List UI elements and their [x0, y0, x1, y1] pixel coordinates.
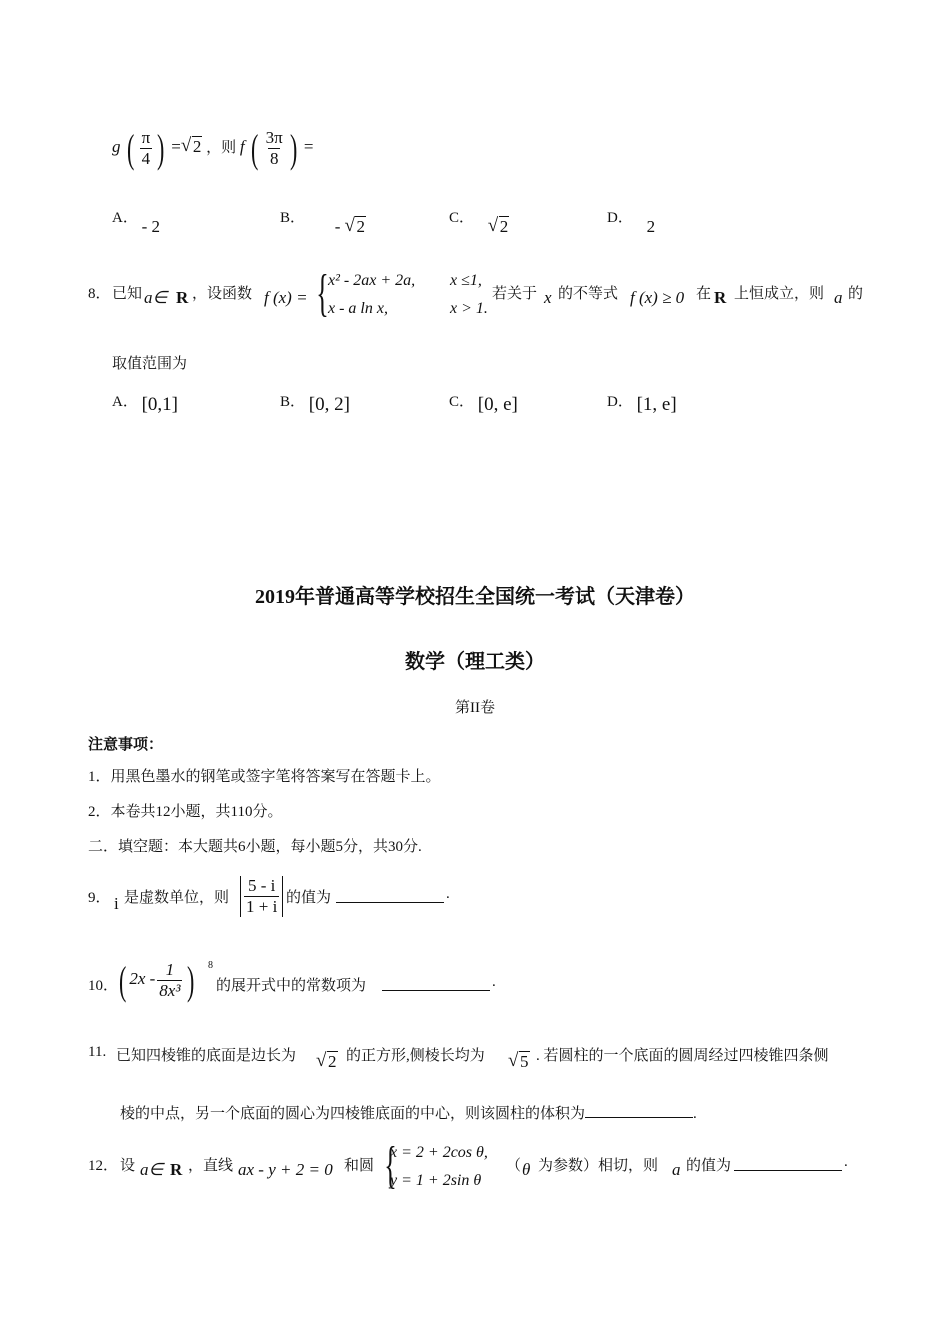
q7-option-a[interactable] [112, 206, 161, 236]
frac-num: 5 - i [247, 876, 276, 895]
radicand: 2 [499, 217, 509, 236]
frac-num: 1 [165, 960, 175, 979]
answer-blank[interactable] [585, 1105, 693, 1118]
section-heading: 二．填空题：本大题共6小题，每小题5分，共30分. [88, 839, 422, 855]
q11-line2 [120, 1102, 697, 1123]
stem-text: 的值为 [286, 890, 332, 906]
right-paren: ) [289, 125, 298, 171]
option-label: D． [607, 210, 633, 226]
stem-text: 的值为 [686, 1158, 732, 1174]
equals: = [171, 136, 181, 156]
stem-text: . 若圆柱的一个底面的圆周经过四棱锥四条侧 [536, 1048, 829, 1064]
theta-var: θ [522, 1160, 531, 1179]
stem-text: ，直线 [188, 1158, 234, 1174]
note-item: 2．本卷共12小题，共110分。 [88, 804, 283, 820]
question-number: 8． [88, 286, 111, 302]
option-value: [1, e] [636, 394, 677, 415]
option-value: [0, e] [477, 394, 518, 415]
q11 [88, 1040, 868, 1080]
circle-y-eq: y = 1 + 2sin θ [390, 1172, 482, 1189]
case1-expr: x² - 2ax + 2a, [328, 272, 416, 289]
stem-text: 若关于 [492, 286, 538, 302]
equals: = [303, 136, 314, 156]
option-label: D． [607, 394, 633, 410]
stem-text: 的不等式 [558, 286, 619, 302]
exponent: 8 [208, 960, 213, 971]
right-paren: ) [157, 125, 165, 171]
option-minus: - [334, 217, 341, 236]
case2-cond: x > 1. [450, 300, 488, 317]
q8-option-d[interactable] [607, 390, 677, 415]
stem-text: ，设函数 [192, 286, 253, 302]
answer-blank[interactable] [734, 1158, 842, 1171]
radicand: 2 [356, 217, 365, 236]
binomial-expr: ( 2x - $\frac{1}{\text{8x³}}$ ) [118, 957, 195, 1003]
q8-option-c[interactable] [449, 390, 518, 415]
stem-text: 棱的中点，另一个底面的圆心为四棱锥底面的中心，则该圆柱的体积为 [120, 1106, 586, 1122]
q8-option-a[interactable] [112, 390, 178, 415]
sqrt-2: √ 2 [180, 134, 202, 156]
option-value: - 2 [141, 217, 161, 236]
stem-text: 的正方形,侧棱长均为 [346, 1048, 485, 1064]
line-equation: ax - y + 2 = 0 [238, 1160, 333, 1179]
stem-text: . [693, 1106, 697, 1122]
a-var: a [672, 1160, 681, 1179]
stem-text: . [492, 974, 496, 990]
stem-text: . [844, 1154, 848, 1170]
exam-subtitle: 数学（理工类） [405, 651, 545, 673]
stem-text: 和圆 [344, 1158, 375, 1174]
sqrt-2: √ 2 [487, 215, 509, 236]
imaginary-unit: i [114, 894, 119, 913]
f-symbol: f [239, 136, 245, 156]
q7-option-b[interactable] [280, 206, 365, 236]
abs-value [240, 876, 283, 917]
stem-text: 上恒成立，则 [734, 286, 825, 302]
frac-den: 8 [269, 149, 279, 168]
a-var: a [834, 288, 843, 307]
frac-den: 4 [141, 149, 151, 168]
option-label: C． [449, 394, 475, 410]
binomial-term: 2x - [129, 968, 156, 988]
option-label: A． [112, 394, 138, 410]
frac-den: 8x³ [159, 981, 181, 1000]
3pi-over-8 [264, 128, 285, 169]
radicand: 2 [328, 1052, 337, 1071]
stem-text: 已知 [112, 286, 143, 302]
stem-text: 在 [696, 286, 712, 302]
q7-condition [112, 125, 314, 171]
stem-text: . [446, 886, 450, 902]
reals-symbol: R [176, 288, 189, 307]
stem-text: 已知四棱锥的底面是边长为 [116, 1048, 297, 1064]
f-of-x: f (x) = [264, 288, 308, 307]
notes-heading: 注意事项： [88, 737, 164, 753]
q8-stem-line2: 取值范围为 [112, 356, 188, 372]
question-number: 9． [88, 890, 111, 906]
radicand: 5 [520, 1052, 529, 1071]
radicand: 2 [192, 136, 202, 156]
option-label: B． [280, 394, 306, 410]
left-paren: ( [127, 125, 135, 171]
option-label: A． [112, 210, 138, 226]
stem-text: 是虚数单位，则 [124, 890, 230, 906]
option-value: [0,1] [141, 394, 178, 415]
option-label: B． [280, 210, 306, 226]
question-number: 10． [88, 978, 119, 994]
q7-option-d[interactable] [607, 206, 656, 236]
option-label: C． [449, 210, 475, 226]
stem-text: 的展开式中的常数项为 [216, 978, 367, 994]
sqrt-2: √ 2 [316, 1050, 337, 1071]
frac-den: 1 + i [246, 897, 278, 916]
a-in: a∈ [140, 1160, 164, 1179]
q7-option-c[interactable] [449, 206, 509, 236]
question-number: 12． [88, 1158, 119, 1174]
answer-blank[interactable] [382, 978, 490, 991]
g-symbol: g [112, 136, 121, 156]
note-item: 1．用黑色墨水的钢笔或签字笔将答案写在答题卡上。 [88, 769, 441, 785]
stem-text: 设 [120, 1158, 136, 1174]
a-in: a∈ [144, 288, 168, 307]
sqrt-2: √ 2 [344, 215, 365, 236]
circle-x-eq: x = 2 + 2cos θ, [390, 1144, 488, 1161]
stem-text: 的 [848, 286, 864, 302]
stem-text: （ [506, 1158, 522, 1174]
frac-num: π [141, 128, 151, 147]
q12 [88, 1137, 868, 1200]
inequality: f (x) ≥ 0 [630, 288, 685, 307]
q8-option-b[interactable] [280, 390, 350, 415]
case2-expr: x - a ln x, [328, 300, 388, 317]
frac-num: 3π [265, 128, 283, 147]
option-value: [0, 2] [308, 394, 350, 415]
exam-title: 2019年普通高等学校招生全国统一考试（天津卷） [255, 586, 695, 608]
question-number: 11. [88, 1044, 107, 1060]
then-text: ，则 [206, 139, 237, 156]
left-brace: { [384, 1137, 397, 1194]
reals-symbol: R [170, 1160, 183, 1179]
case1-cond: x ≤1, [450, 272, 482, 289]
stem-text: 为参数）相切，则 [538, 1158, 659, 1174]
sqrt-5: √ 5 [508, 1050, 529, 1071]
reals-symbol: R [714, 288, 727, 307]
option-value: 2 [646, 217, 656, 236]
left-brace: { [316, 265, 329, 322]
left-paren: ( [251, 125, 259, 171]
x-var: x [544, 288, 552, 307]
answer-blank[interactable] [336, 890, 444, 903]
pi-over-4 [140, 128, 153, 169]
part-label: 第II卷 [455, 700, 495, 716]
